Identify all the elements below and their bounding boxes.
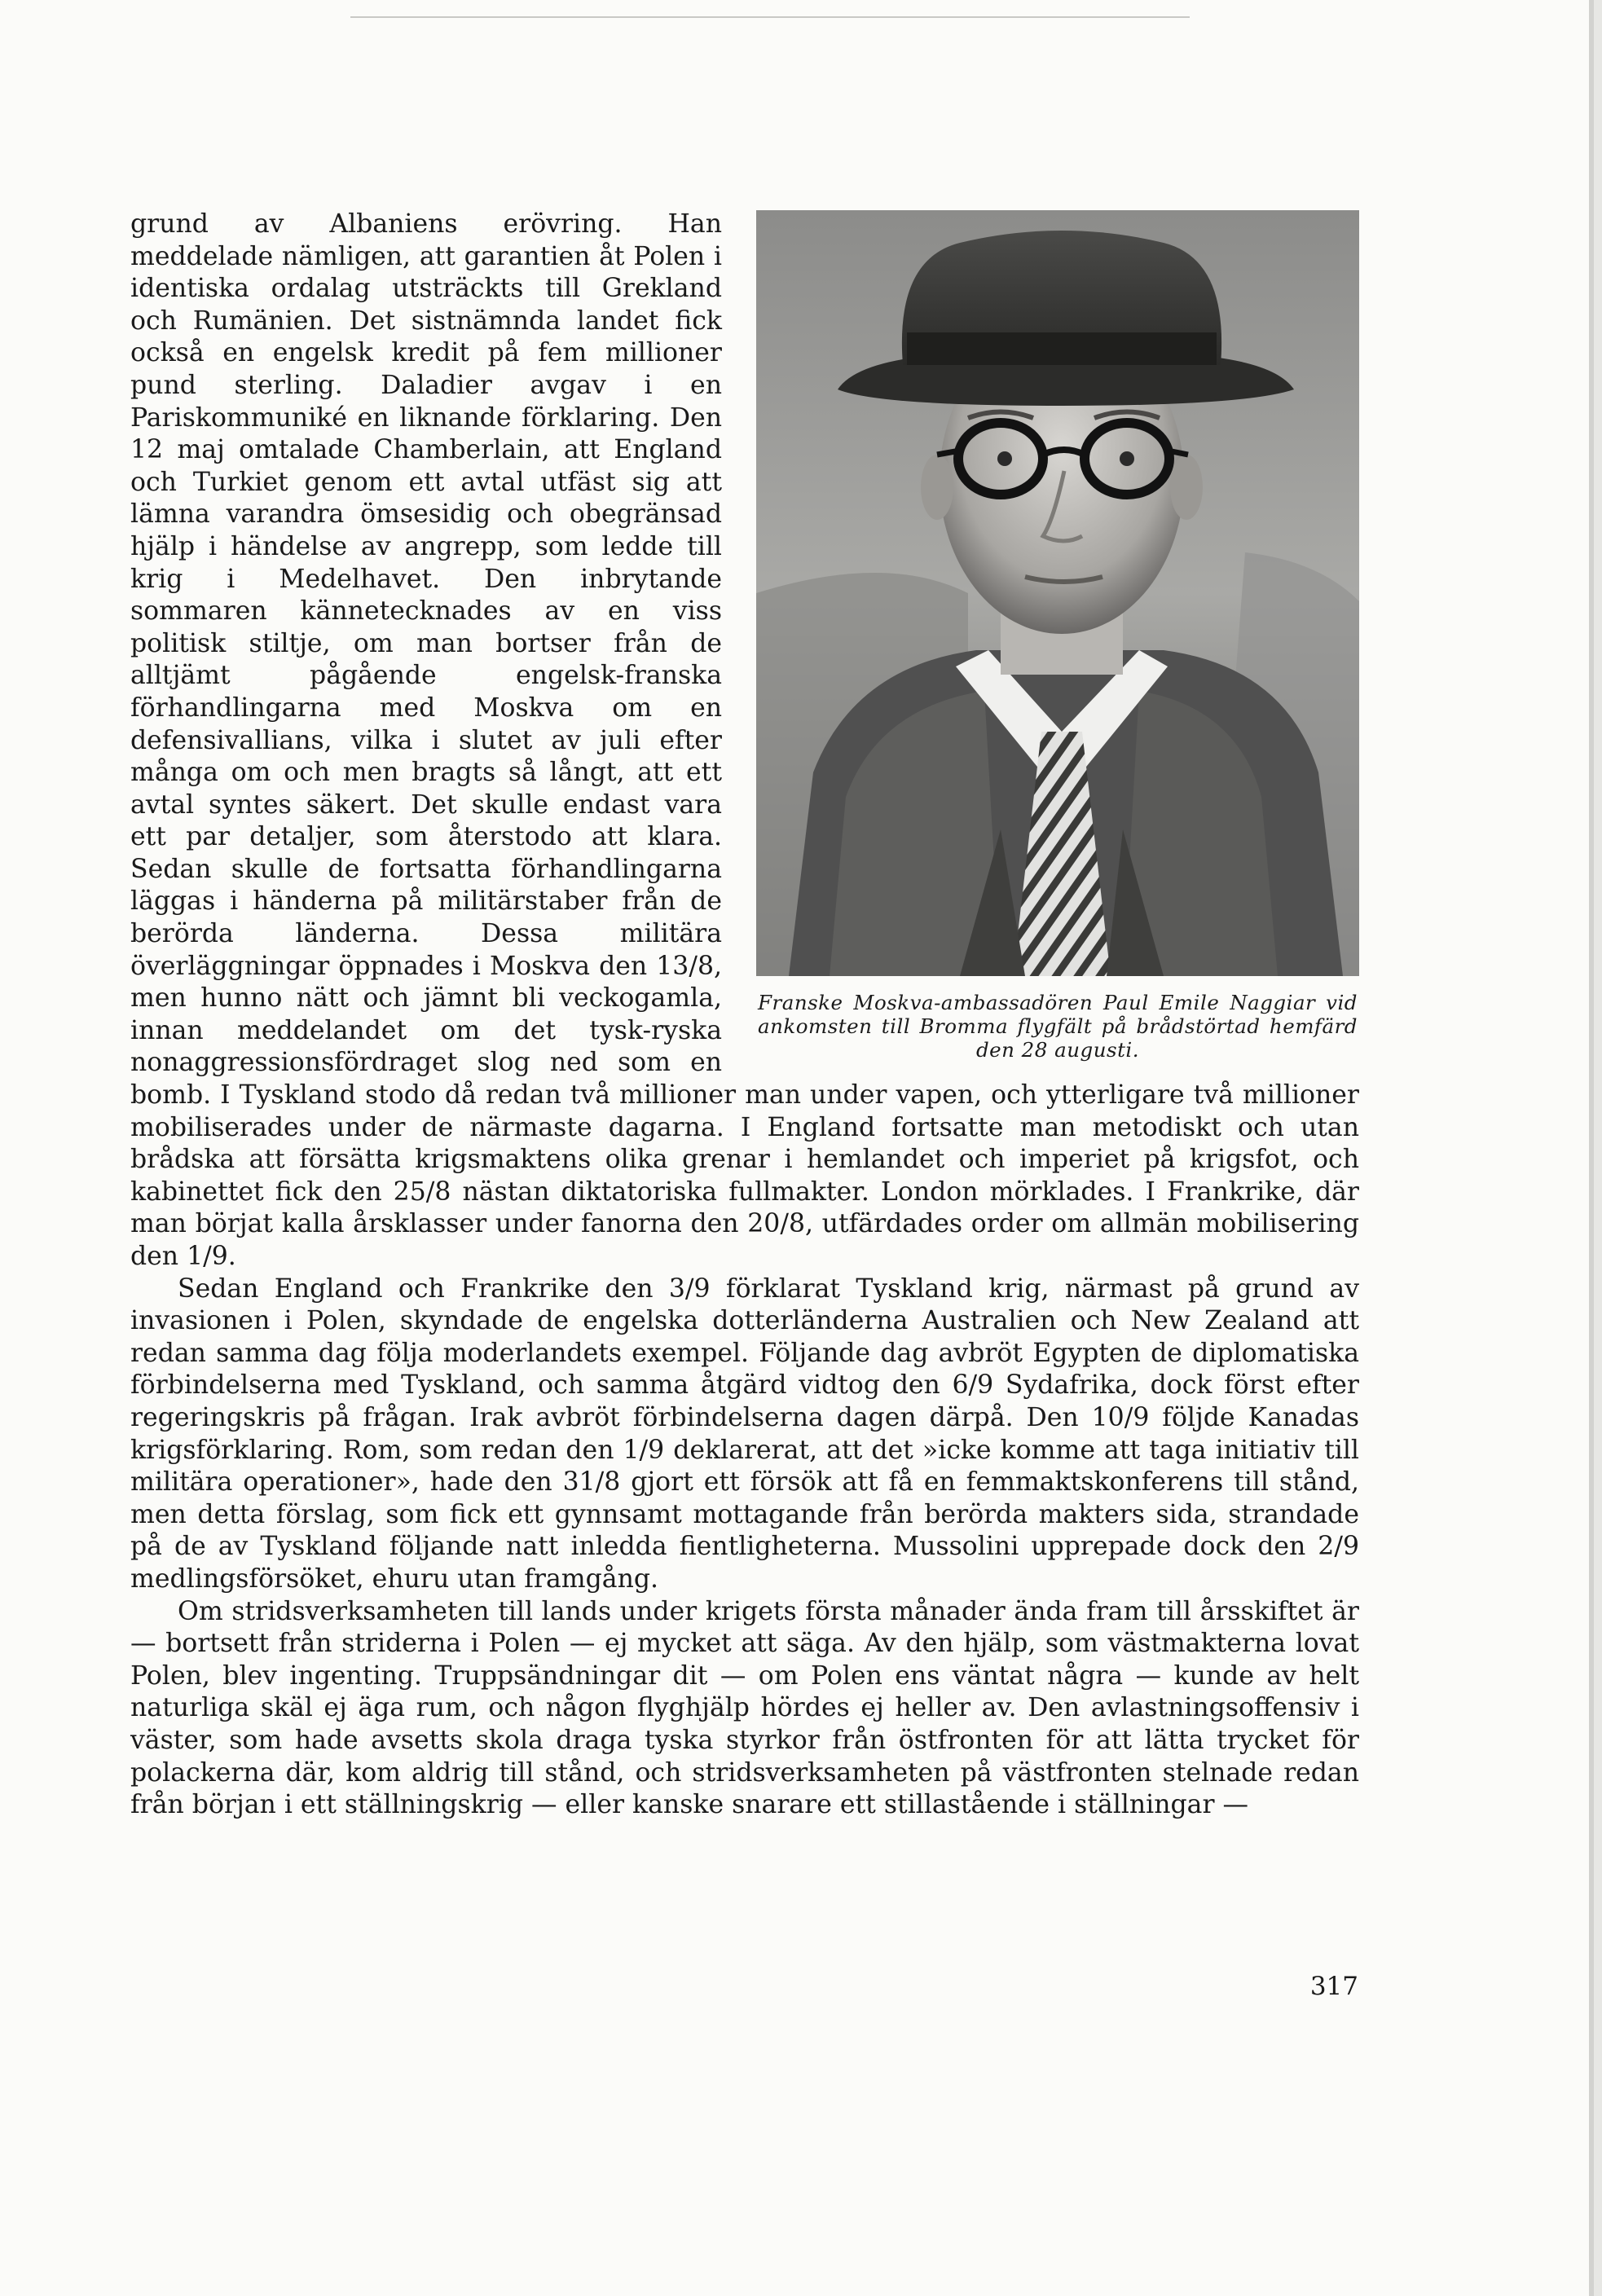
figure-caption: Franske Moskva-ambassadören Paul Emile Naggiar vid ankomsten till Bromma flygfält på brådstörtad hemfärd den 28 augusti. <box>758 991 1358 1062</box>
top-edge-line <box>350 16 1190 18</box>
paragraph-3: Om stridsverksamheten till lands under krigets första månader ända fram till årsskiftet är — bortsett från striderna i Polen — ej mycket att säga. Av den hjälp, som västmakterna lovat Polen, blev ingenting. Truppsändningar dit — om Polen ens väntat några — kunde av helt naturliga skäl ej äga rum, och någon flyghjälp hördes ej heller av. Den avlastningsoffensiv i väster, som hade avsetts skola draga tyska styrkor från östfronten för att lätta trycket för polackerna där, kom aldrig till stånd, och stridsverksamheten på västfronten stelnade redan från början i ett ställningskrig — eller kanske snarare ett stillastående i ställningar — <box>130 1596 1359 1820</box>
body-text <box>130 209 1359 1822</box>
paragraph-1: grund av Albaniens erövring. Han meddelade nämligen, att garantien åt Polen i identiska ordalag utsträckts till Grekland och Rumänien. Det sistnämnda landet fick också en engelsk kredit på fem millioner pund sterling. Daladier avgav i en Pariskommuniké en liknande förklaring. Den 12 maj omtalade Chamberlain, att England och Turkiet genom ett avtal utfäst sig att lämna varandra ömsesidig och obegränsad hjälp i händelse av angrepp, som ledde till krig i Medelhavet. Den inbrytande sommaren kännetecknades av en viss politisk stiltje, om man bortser från de alltjämt pågående engelsk-franska förhandlingarna med Moskva om en defensivallians, vilka i slutet av juli efter många om och men bragts så långt, att ett avtal syntes säkert. Det skulle endast vara ett par detaljer, som återstodo att klara. Sedan skulle de fortsatta förhandlingarna läggas i händerna på militärstaber från de berörda länderna. Dessa militära överläggningar öppnades i Moskva den 13/8, men hunno nätt och jämnt bli veckogamla, innan meddelandet om det tysk-ryska nonaggressionsfördraget slog ned som en bomb. I Tyskland stodo då redan två millioner man under vapen, och ytterligare två millioner mobiliserades under de närmaste dagarna. I England fortsatte man metodiskt och utan brådska att försätta krigsmaktens olika grenar i hemlandet och imperiet på krigsfot, och kabinettet fick den 25/8 nästan diktatoriska fullmakter. London mörklades. I Frankrike, där man börjat kalla årsklasser under fanorna den 20/8, utfärdades order om allmän mobilisering den 1/9. <box>130 209 1359 1271</box>
page-number: 317 <box>1309 1972 1358 2001</box>
paragraph-2: Sedan England och Frankrike den 3/9 förklarat Tyskland krig, närmast på grund av invasionen i Polen, skyndade de engelska dotterländerna Australien och New Zealand att redan samma dag följa moderlandets exempel. Följande dag avbröt Egypten de diplomatiska förbindelserna med Tyskland, och samma åtgärd vidtog den 6/9 Sydafrika, dock först efter regeringskris på frågan. Irak avbröt förbindelserna dagen därpå. Den 10/9 följde Kanadas krigsförklaring. Rom, som redan den 1/9 deklarerat, att det »icke komme att taga initiativ till militära operationer», hade den 31/8 gjort ett försök att få en femmaktskonferens till stånd, men detta förslag, som fick ett gynnsamt mottagande från berörda makters sida, strandade på de av Tyskland följande natt inledda fientligheterna. Mussolini upprepade dock den 2/9 medlingsförsöket, ehuru utan framgång. <box>130 1273 1359 1594</box>
portrait-photo <box>756 210 1359 976</box>
figure <box>756 210 1359 1062</box>
